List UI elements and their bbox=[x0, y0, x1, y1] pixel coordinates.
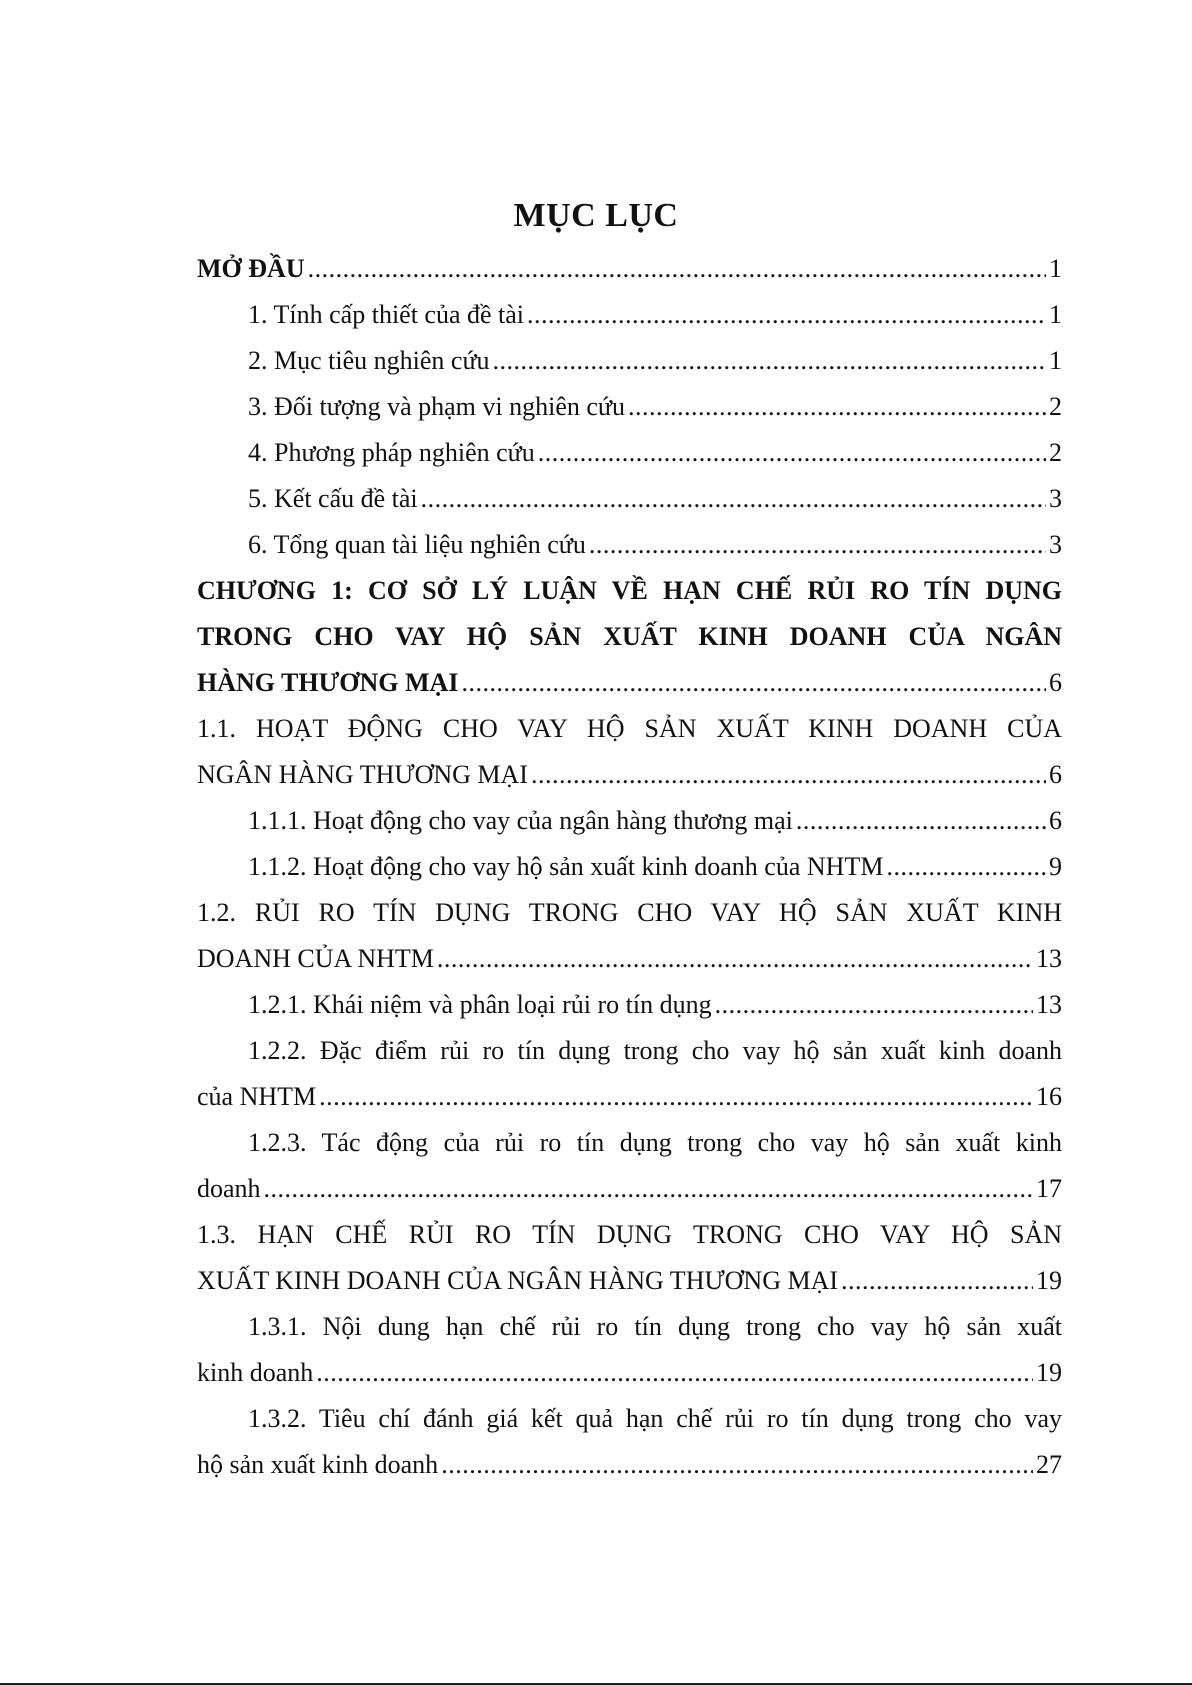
toc-entry-text: 4. Phương pháp nghiên cứu bbox=[248, 438, 535, 467]
toc-entry bbox=[197, 982, 1062, 1028]
dot-leader bbox=[461, 660, 1046, 706]
table-of-contents bbox=[197, 246, 1062, 1488]
toc-entry bbox=[197, 890, 1062, 982]
toc-entry-line bbox=[248, 982, 1062, 1028]
toc-entry-text: 1.1.2. Hoạt động cho vay hộ sản xuất kinh doanh của NHTM bbox=[248, 852, 884, 881]
page-title: MỤC LỤC bbox=[513, 197, 679, 234]
toc-entry-heading-line: 1.2. RỦI RO TÍN DỤNG TRONG CHO VAY HỘ SẢN XUẤT KINH bbox=[197, 898, 1062, 927]
toc-entry-text: 5. Kết cấu đề tài bbox=[248, 484, 418, 513]
toc-page-number: 6 bbox=[1049, 668, 1062, 697]
toc-entry-heading-line: TRONG CHO VAY HỘ SẢN XUẤT KINH DOANH CỦA NGÂN bbox=[197, 622, 1062, 651]
toc-entry-line bbox=[248, 292, 1062, 338]
toc-entry-text: HÀNG THƯƠNG MẠI bbox=[197, 668, 459, 697]
toc-entry-line bbox=[197, 752, 1062, 798]
toc-entry-text: MỞ ĐẦU bbox=[197, 254, 305, 283]
toc-page-number: 2 bbox=[1049, 392, 1062, 421]
toc-entry-line bbox=[248, 844, 1062, 890]
toc-entry-text: kinh doanh bbox=[197, 1358, 314, 1387]
toc-entry bbox=[197, 1028, 1062, 1120]
toc-entry bbox=[197, 338, 1062, 384]
toc-entry-heading-line: CHƯƠNG 1: CƠ SỞ LÝ LUẬN VỀ HẠN CHẾ RỦI RO TÍN DỤNG bbox=[197, 576, 1062, 605]
toc-page-number: 13 bbox=[1036, 990, 1062, 1019]
toc-entry-text: DOANH CỦA NHTM bbox=[197, 944, 434, 973]
dot-leader bbox=[886, 844, 1046, 890]
toc-page-number: 16 bbox=[1036, 1082, 1062, 1111]
toc-entry-text: 2. Mục tiêu nghiên cứu bbox=[248, 346, 490, 375]
toc-entry-text: 1.2.1. Khái niệm và phân loại rủi ro tín dụng bbox=[248, 990, 712, 1019]
toc-page-number: 9 bbox=[1049, 852, 1062, 881]
toc-page-number: 19 bbox=[1036, 1266, 1062, 1295]
toc-entry-heading-line: 1.3. HẠN CHẾ RỦI RO TÍN DỤNG TRONG CHO VAY HỘ SẢN bbox=[197, 1220, 1062, 1249]
toc-entry bbox=[197, 798, 1062, 844]
toc-entry bbox=[197, 1304, 1062, 1396]
toc-entry-text: XUẤT KINH DOANH CỦA NGÂN HÀNG THƯƠNG MẠI bbox=[197, 1266, 839, 1295]
toc-entry-text: 1. Tính cấp thiết của đề tài bbox=[248, 300, 525, 329]
toc-entry bbox=[197, 844, 1062, 890]
toc-entry-line bbox=[197, 1166, 1062, 1212]
dot-leader bbox=[589, 522, 1046, 568]
toc-entry-heading-line: 1.1. HOẠT ĐỘNG CHO VAY HỘ SẢN XUẤT KINH DOANH CỦA bbox=[197, 714, 1062, 743]
toc-entry-text: hộ sản xuất kinh doanh bbox=[197, 1450, 439, 1479]
toc-entry-text: 3. Đối tượng và phạm vi nghiên cứu bbox=[248, 392, 625, 421]
toc-entry-line bbox=[248, 522, 1062, 568]
toc-entry bbox=[197, 476, 1062, 522]
toc-entry-line bbox=[197, 1350, 1062, 1396]
toc-entry-heading-line: 1.2.2. Đặc điểm rủi ro tín dụng trong cho vay hộ sản xuất kinh doanh bbox=[248, 1036, 1062, 1065]
toc-entry bbox=[197, 292, 1062, 338]
toc-entry-line bbox=[248, 430, 1062, 476]
toc-entry-text: doanh bbox=[197, 1174, 261, 1203]
dot-leader bbox=[421, 476, 1046, 522]
toc-entry-line bbox=[197, 246, 1062, 292]
toc-entry bbox=[197, 1120, 1062, 1212]
toc-entry-line bbox=[197, 936, 1062, 982]
dot-leader bbox=[308, 246, 1046, 292]
toc-page-number: 19 bbox=[1036, 1358, 1062, 1387]
dot-leader bbox=[841, 1258, 1033, 1304]
dot-leader bbox=[628, 384, 1046, 430]
toc-entry-line bbox=[248, 798, 1062, 844]
toc-entry bbox=[197, 430, 1062, 476]
toc-entry bbox=[197, 1396, 1062, 1488]
toc-page-number: 3 bbox=[1049, 530, 1062, 559]
dot-leader bbox=[538, 430, 1046, 476]
toc-entry bbox=[197, 706, 1062, 798]
dot-leader bbox=[493, 338, 1046, 384]
toc-entry-text: của NHTM bbox=[197, 1082, 317, 1111]
toc-page-number: 1 bbox=[1049, 346, 1062, 375]
toc-entry bbox=[197, 522, 1062, 568]
toc-entry-line bbox=[248, 338, 1062, 384]
toc-page-number: 17 bbox=[1036, 1174, 1062, 1203]
dot-leader bbox=[715, 982, 1033, 1028]
toc-page-number: 6 bbox=[1049, 760, 1062, 789]
toc-page-number: 3 bbox=[1049, 484, 1062, 513]
toc-entry-line bbox=[197, 1442, 1062, 1488]
dot-leader bbox=[531, 752, 1046, 798]
toc-entry-heading-line: 1.3.1. Nội dung hạn chế rủi ro tín dụng trong cho vay hộ sản xuất bbox=[248, 1312, 1062, 1341]
toc-entry-text: NGÂN HÀNG THƯƠNG MẠI bbox=[197, 760, 528, 789]
toc-entry-line bbox=[197, 1258, 1062, 1304]
toc-entry-text: 1.1.1. Hoạt động cho vay của ngân hàng thương mại bbox=[248, 806, 793, 835]
dot-leader bbox=[437, 936, 1033, 982]
toc-page-number: 13 bbox=[1036, 944, 1062, 973]
toc-entry-text: 6. Tổng quan tài liệu nghiên cứu bbox=[248, 530, 586, 559]
toc-entry-line bbox=[248, 384, 1062, 430]
toc-entry bbox=[197, 1212, 1062, 1304]
toc-page-number: 27 bbox=[1036, 1450, 1062, 1479]
toc-page-number: 2 bbox=[1049, 438, 1062, 467]
toc-entry bbox=[197, 384, 1062, 430]
toc-entry bbox=[197, 246, 1062, 292]
dot-leader bbox=[319, 1074, 1033, 1120]
dot-leader bbox=[264, 1166, 1033, 1212]
toc-entry-heading-line: 1.2.3. Tác động của rủi ro tín dụng trong cho vay hộ sản xuất kinh bbox=[248, 1128, 1062, 1157]
toc-entry-line bbox=[248, 476, 1062, 522]
dot-leader bbox=[796, 798, 1046, 844]
toc-page-number: 1 bbox=[1049, 254, 1062, 283]
toc-page-number: 1 bbox=[1049, 300, 1062, 329]
dot-leader bbox=[316, 1350, 1033, 1396]
toc-entry-heading-line: 1.3.2. Tiêu chí đánh giá kết quả hạn chế rủi ro tín dụng trong cho vay bbox=[248, 1404, 1062, 1433]
toc-entry-line bbox=[197, 660, 1062, 706]
toc-entry-line bbox=[197, 1074, 1062, 1120]
dot-leader bbox=[441, 1442, 1033, 1488]
toc-page-number: 6 bbox=[1049, 806, 1062, 835]
dot-leader bbox=[527, 292, 1046, 338]
toc-entry bbox=[197, 568, 1062, 706]
